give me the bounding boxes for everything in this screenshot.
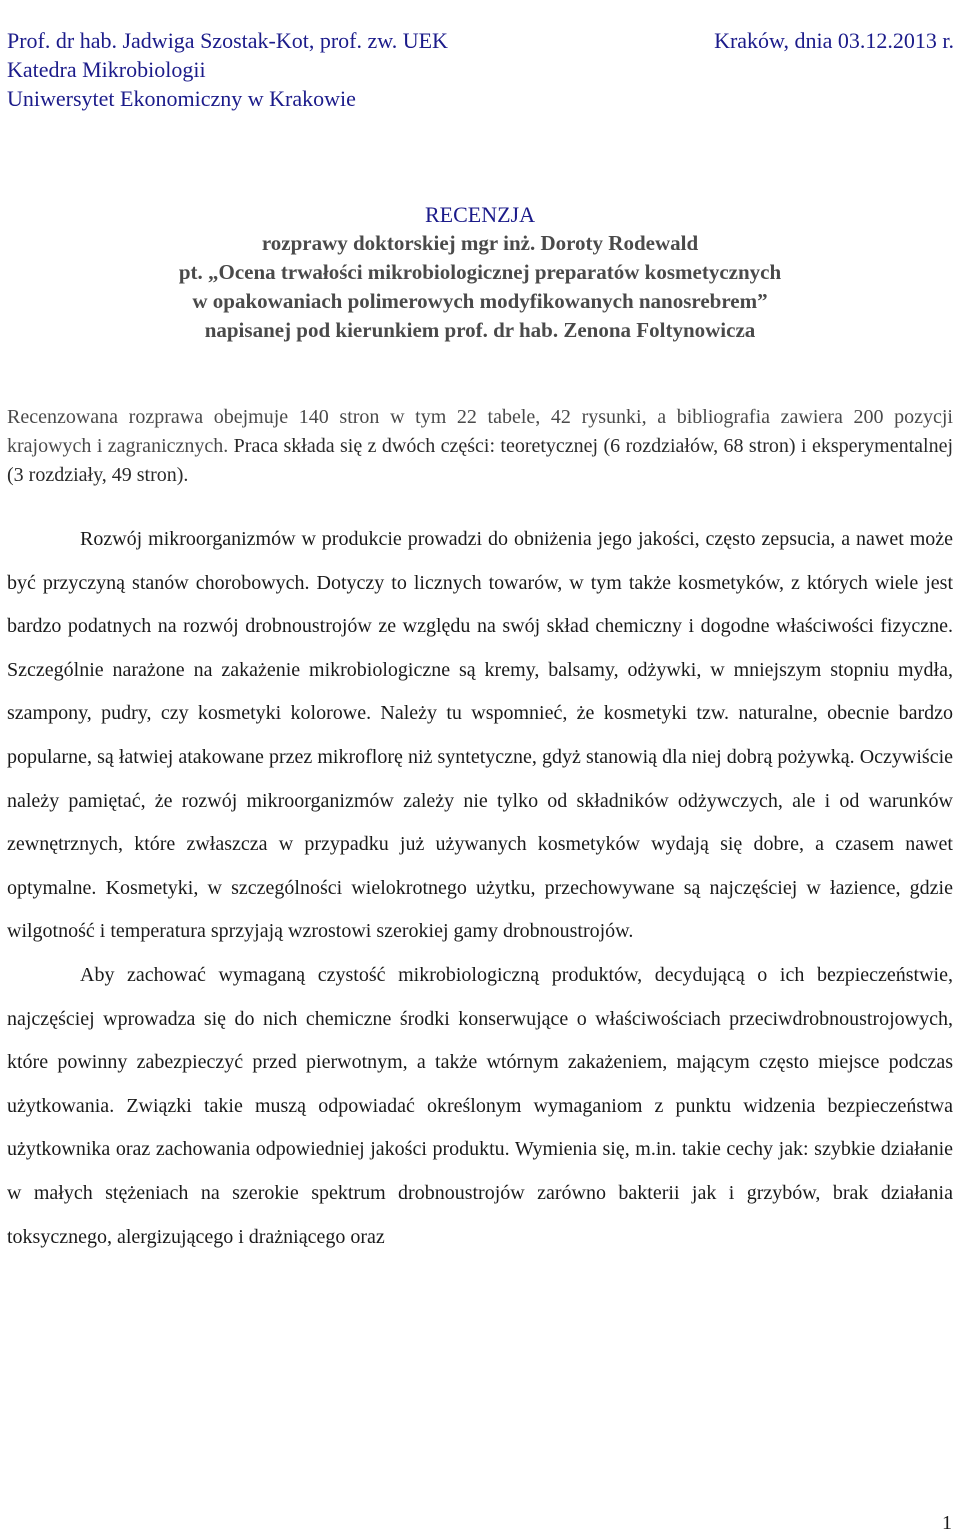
author-university: Uniwersytet Ekonomiczny w Krakowie [7, 86, 356, 111]
intro-part-1: Recenzowana rozprawa obejmuje 140 stron w tym 22 tabele, 42 rysunki, a bibliografia zawiera 200 pozycji krajowych i zagranicznych. [7, 406, 953, 457]
body-paragraph-1: Rozwój mikroorganizmów w produkcie prowadzi do obniżenia jego jakości, często zepsucia, a nawet może być przyczyną stanów chorobowych. Dotyczy to licznych towarów, w tym także kosmetyków, z których wiele jest bardzo podatnych na rozwój drobnoustrojów ze względu na swój skład chemiczny i dogodne właściwości fizyczne. Szczególnie narażone na zakażenie mikrobiologiczne są kremy, balsamy, odżywki, w mniejszym stopniu mydła, szampony, pudry, czy kosmetyki kolorowe. Należy tu wspomnieć, że kosmetyki tzw. naturalne, obecnie bardzo popularne, są łatwiej atakowane przez mikroflorę niż syntetyczne, gdyż stanowią dla niej dobrą pożywką. Oczywiście należy pamiętać, że rozwój mikroorganizmów zależy nie tylko od składników odżywczych, ale i od warunków zewnętrznych, które zwłaszcza w przypadku już używanych kosmetyków wydają się dobre, a czasem nawet optymalne. Kosmetyki, w szczególności wielokrotnego użytku, przechowywane są najczęściej w łazience, gdzie wilgotność i temperatura sprzyjają wzrostowi szerokiej gamy drobnoustrojów. [7, 528, 953, 943]
author-name: Prof. dr hab. Jadwiga Szostak-Kot, prof. zw. UEK [7, 28, 448, 53]
place-date: Kraków, dnia 03.12.2013 r. [714, 28, 954, 53]
document-title [0, 200, 960, 345]
title-line-2: rozprawy doktorskiej mgr inż. Doroty Rodewald [261, 231, 699, 255]
title-line-4: w opakowaniach polimerowych modyfikowanych nanosrebrem” [192, 289, 768, 313]
title-line-5: napisanej pod kierunkiem prof. dr hab. Zenona Foltynowicza [204, 318, 756, 342]
intro-paragraph [7, 403, 953, 490]
body-paragraph-2: Aby zachować wymaganą czystość mikrobiologiczną produktów, decydującą o ich bezpieczeństwie, najczęściej wprowadza się do nich chemiczne środki konserwujące o właściwościach przeciwdrobnoustrojowych, które powinny zabezpieczyć przed pierwotnym, a także wtórnym zakażeniem, mającym często miejsce podczas użytkowania. Związki takie muszą odpowiadać określonym wymaganiom z punktu widzenia bezpieczeństwa użytkownika oraz zachowania odpowiedniej jakości produktu. Wymienia się, m.in. takie cechy jak: szybkie działanie w małych stężeniach na szerokie spektrum drobnoustrojów zarówno bakterii jak i grzybów, brak działania toksycznego, alergizującego i drażniącego oraz [7, 963, 953, 1248]
author-department: Katedra Mikrobiologii [7, 57, 206, 82]
title-line-3: pt. „Ocena trwałości mikrobiologicznej preparatów kosmetycznych [178, 260, 782, 284]
body-text [7, 518, 953, 1259]
intro-part-2: Praca składa się z dwóch części: teoretycznej (6 rozdziałów, 68 stron) i eksperymentalnej (3 rozdziały, 49 stron). [7, 435, 954, 486]
page-number: 1 [942, 1512, 952, 1534]
author-block [7, 26, 448, 113]
title-heading: RECENZJA [425, 202, 535, 227]
